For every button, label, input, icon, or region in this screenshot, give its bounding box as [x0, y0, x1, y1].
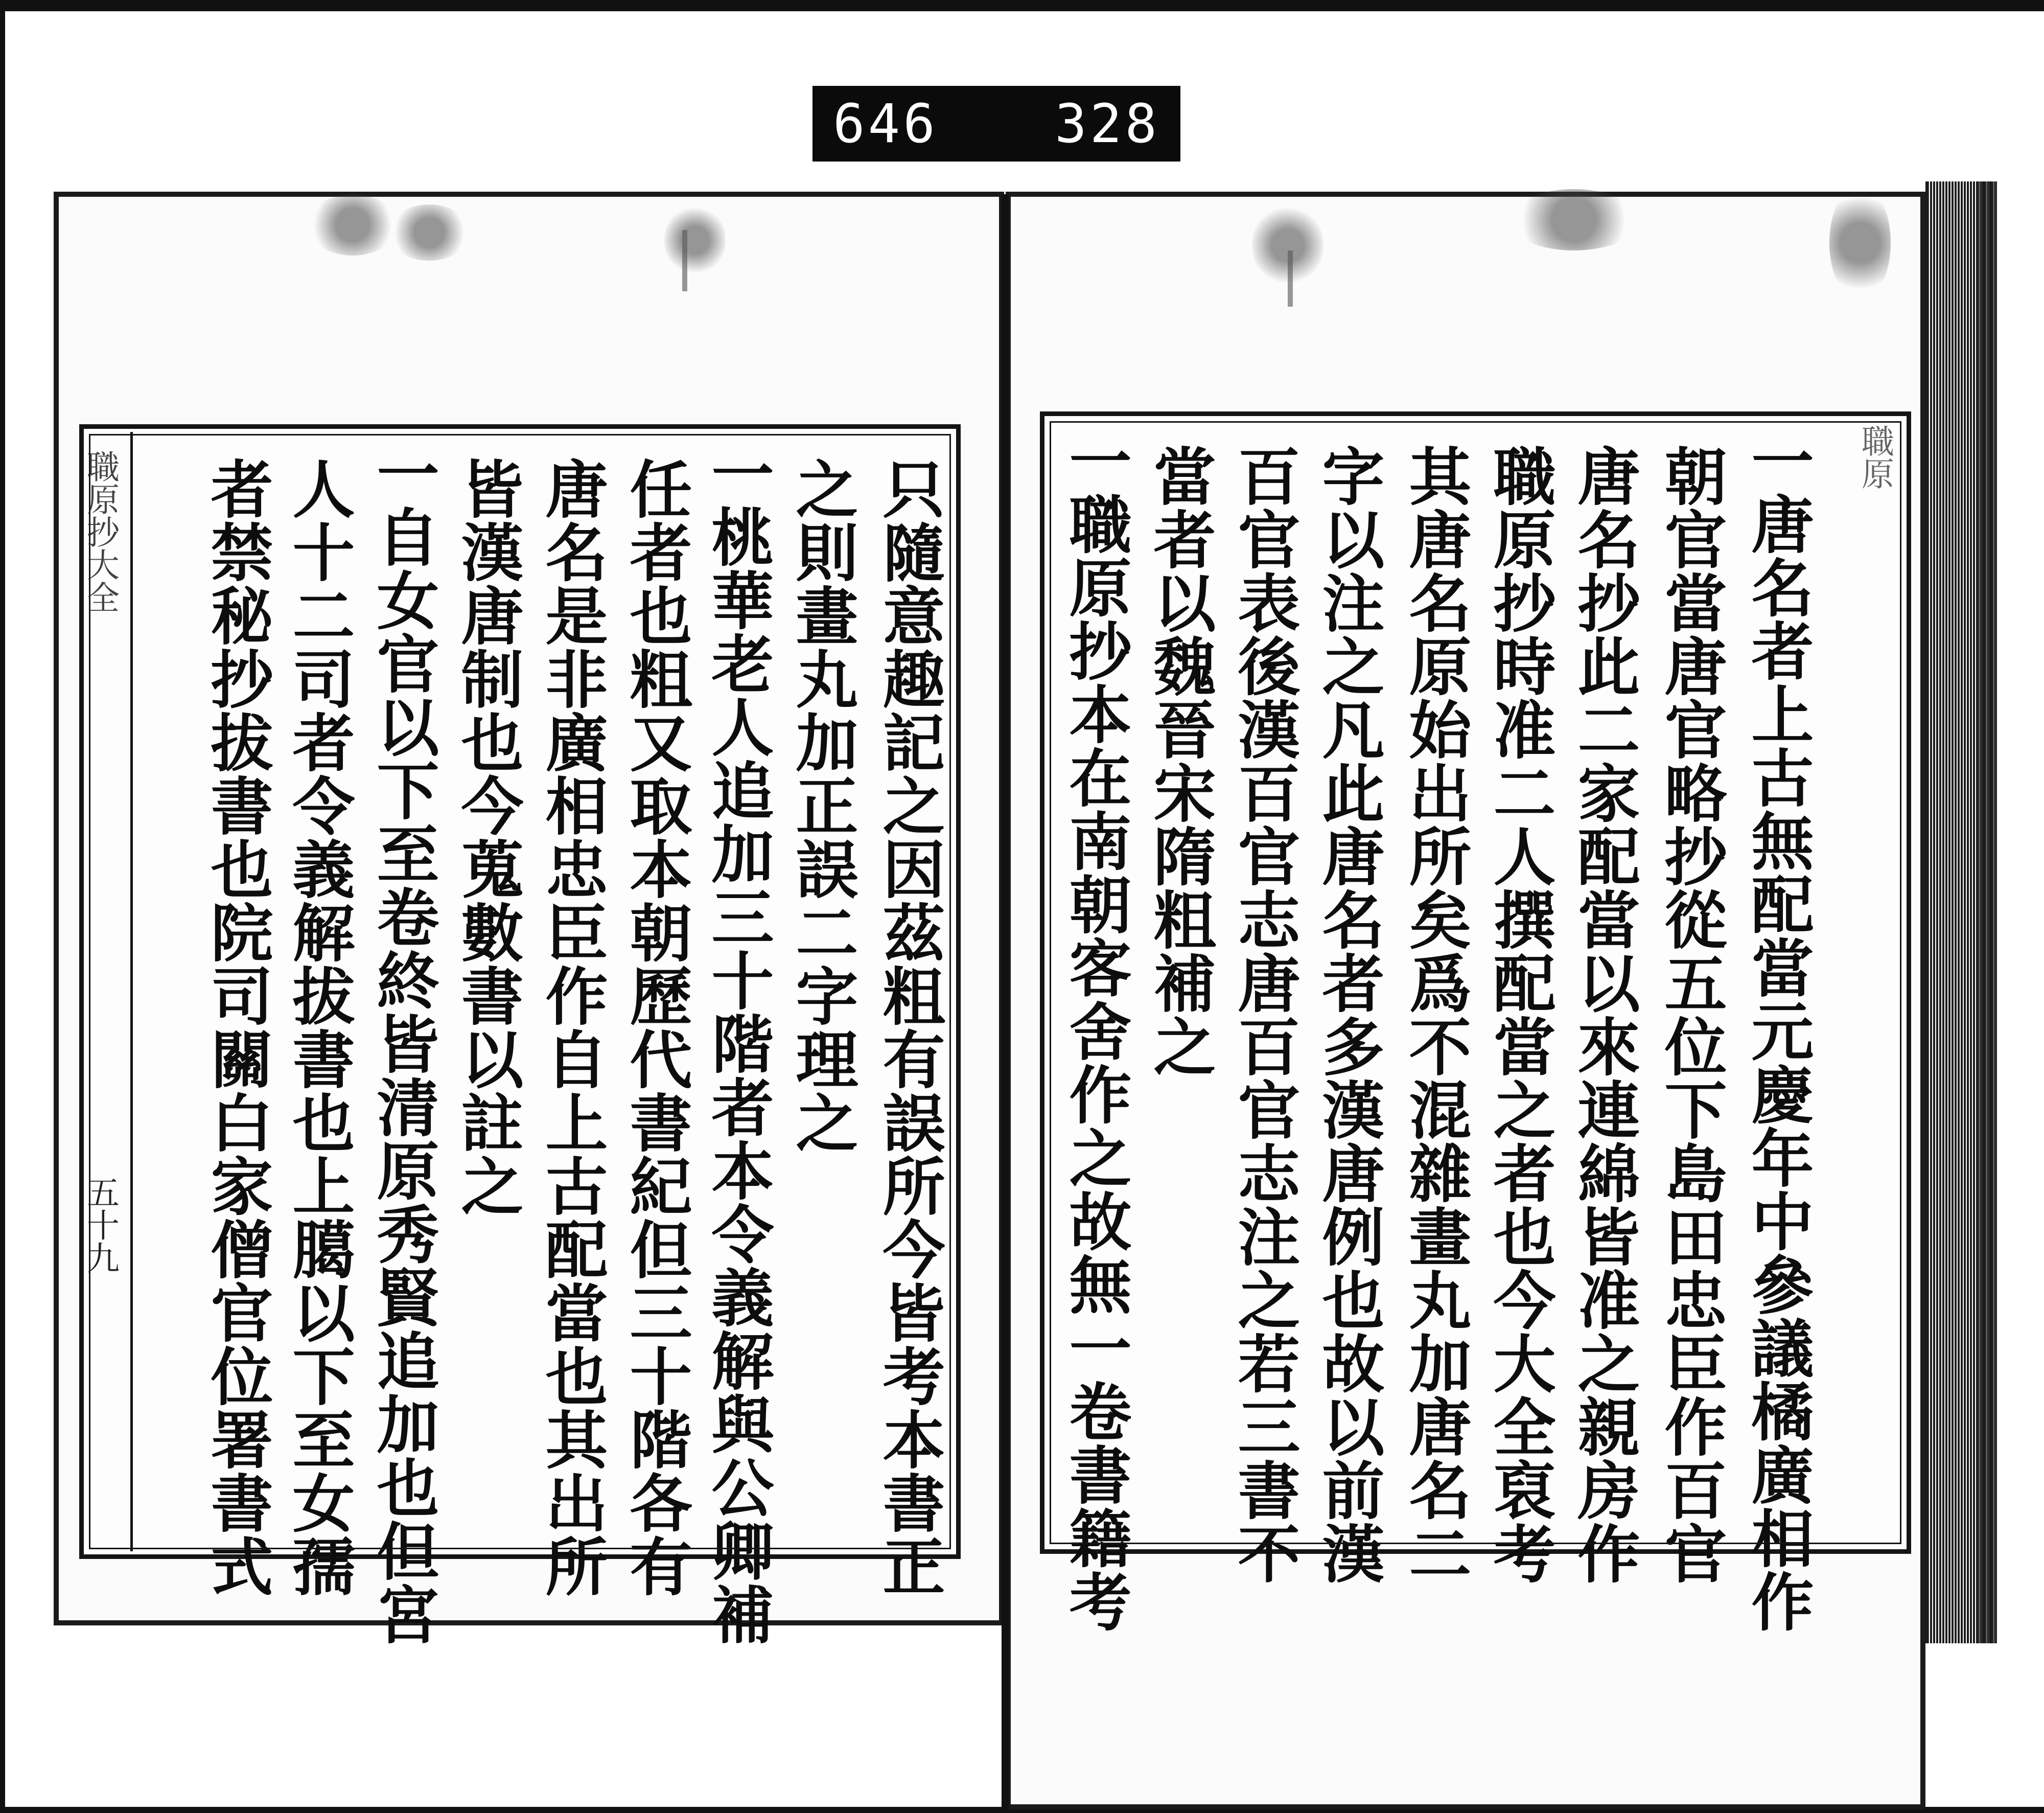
scan-border-left	[0, 0, 5, 1813]
damage-mark	[682, 230, 687, 291]
text-column: 職原抄時准二人撰配當之者也今大全裒考	[1483, 444, 1557, 1585]
scan-border-top	[0, 0, 2044, 11]
folio-number: 五十九	[81, 1176, 119, 1274]
damage-mark	[664, 204, 726, 276]
damage-mark	[1829, 184, 1891, 302]
page-edge-lines	[1929, 181, 1978, 1643]
text-column: 朝官當唐官略抄從五位下島田忠臣作百官	[1654, 444, 1728, 1585]
running-title: 職原	[1856, 424, 1894, 490]
reel-number: 646	[833, 93, 938, 155]
text-column: 者禁秘抄拔書也院司關白家僧官位署書式	[200, 457, 274, 1598]
damage-mark	[388, 204, 470, 261]
microfilm-frame-label	[812, 86, 1180, 162]
left-text-block	[79, 424, 961, 1646]
text-column: 字以注之凡此唐名者多漢唐例也故以前漢	[1312, 444, 1385, 1585]
running-title: 職原抄大全	[81, 450, 119, 613]
text-column: 一桃華老人追加三十階者本令義解與公卿補	[701, 442, 775, 1646]
text-column: 一職原抄本在南朝客舍作之故無一卷書籍考	[1059, 429, 1132, 1633]
book-gutter	[1002, 194, 1009, 1809]
text-column: 任者也粗又取本朝歷代書紀但三十階各有	[619, 457, 693, 1598]
text-column: 之則畫丸加正誤二字理之	[785, 457, 859, 1154]
text-column: 一自女官以下至卷終皆清原秀賢追加也但宮	[366, 442, 440, 1646]
right-text-block	[1040, 411, 1911, 1633]
damage-mark	[1288, 250, 1293, 307]
text-column: 一唐名者上古無配當元慶年中參議橘廣相作	[1741, 429, 1815, 1633]
text-column: 唐名是非廣相忠臣作自上古配當也其出所	[535, 457, 609, 1598]
text-column: 百官表後漢百官志唐百官志注之若三書不	[1227, 444, 1301, 1585]
damage-mark	[1507, 189, 1640, 250]
text-column: 唐名抄此二家配當以來連綿皆准之親房作	[1567, 444, 1641, 1585]
text-column: 人十二司者令義解拔書也上臈以下至女孺	[282, 457, 356, 1598]
frame-number: 328	[1055, 93, 1160, 155]
text-column: 其唐名原始出所矣爲不混雜畫丸加唐名二	[1399, 444, 1472, 1585]
damage-mark	[307, 194, 399, 256]
text-column: 皆漢唐制也今蒐數書以註之	[451, 457, 524, 1218]
text-column: 只隨意趣記之因茲粗有誤所今皆考本書正	[872, 457, 946, 1598]
text-column: 當者以魏晉宋隋粗補之	[1143, 444, 1217, 1078]
